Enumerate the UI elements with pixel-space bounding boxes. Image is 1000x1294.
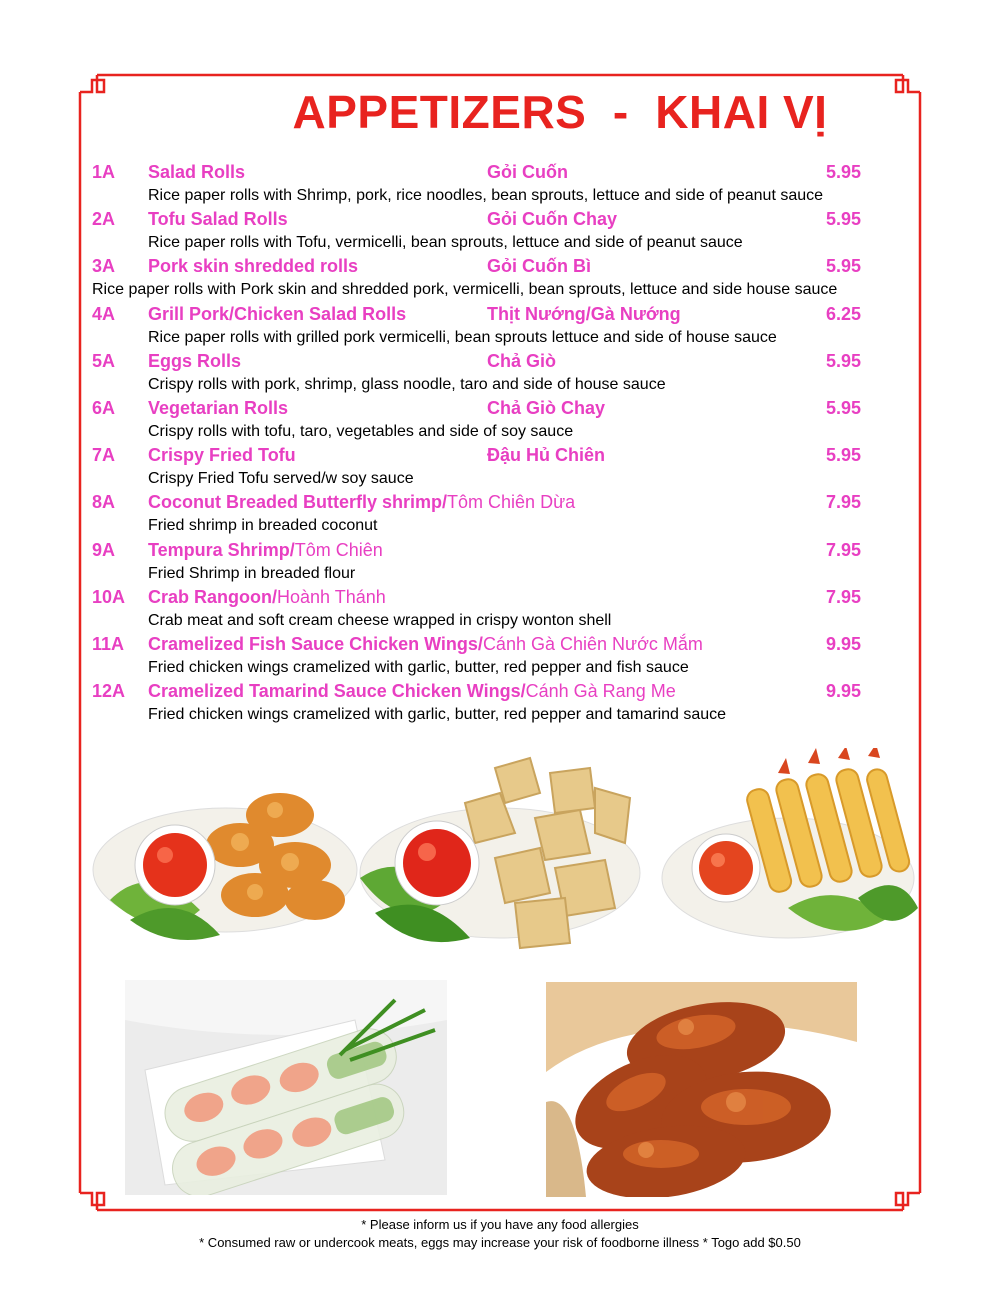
menu-item: [0, 209, 1000, 256]
menu-item: [0, 398, 1000, 445]
item-description: Fried Shrimp in breaded flour: [148, 564, 356, 582]
item-price: 5.95: [826, 209, 862, 230]
item-vietnamese-name: Chả Giò Chay: [487, 397, 606, 418]
menu-item: [0, 445, 1000, 492]
tempura-shrimp-photo: [658, 748, 920, 953]
item-name: Eggs Rolls: [148, 350, 242, 371]
item-name: [148, 492, 575, 513]
menu-item: [0, 256, 1000, 303]
item-number: 5A: [92, 350, 116, 371]
item-name: [148, 540, 383, 561]
foodborne-illness-notice: * Consumed raw or undercook meats, eggs may increase your risk of foodborne illness * Togo add $0.50: [199, 1235, 801, 1250]
salad-rolls-photo: [125, 980, 447, 1195]
item-number: 7A: [92, 445, 116, 466]
item-number: 11A: [92, 633, 125, 654]
item-vietnamese-name: Chả Giò: [487, 350, 557, 371]
item-number: 12A: [92, 681, 126, 702]
item-price: 5.95: [826, 397, 862, 418]
item-number: 8A: [92, 492, 116, 513]
item-name-english: Cramelized Tamarind Sauce Chicken Wings/: [148, 681, 526, 702]
item-price: 7.95: [826, 586, 862, 607]
appetizer-menu: [0, 162, 1000, 728]
item-number: 9A: [92, 539, 116, 560]
item-number: 10A: [92, 586, 126, 607]
menu-item: [0, 587, 1000, 634]
item-vietnamese-name: Thịt Nướng/Gà Nướng: [487, 303, 681, 324]
item-name-english: Tempura Shrimp/: [148, 539, 295, 560]
item-price: 5.95: [826, 256, 862, 277]
item-description: Fried chicken wings cramelized with garlic, butter, red pepper and fish sauce: [148, 658, 689, 676]
item-price: 5.95: [826, 162, 862, 182]
item-name-english: Cramelized Fish Sauce Chicken Wings/: [148, 633, 483, 654]
item-number: 6A: [92, 397, 116, 418]
item-name: Grill Pork/Chicken Salad Rolls: [148, 303, 407, 324]
item-vietnamese-name: Gỏi Cuốn Bì: [487, 256, 591, 277]
item-name: Crispy Fried Tofu: [148, 445, 296, 466]
item-vietnamese-name: Tôm Chiên Dừa: [447, 492, 576, 513]
item-number: 1A: [92, 162, 116, 182]
allergy-notice: * Please inform us if you have any food allergies: [361, 1217, 639, 1232]
chicken-wings-photo: [546, 982, 857, 1197]
item-description: Rice paper rolls with Pork skin and shredded pork, vermicelli, bean sprouts, lettuce and side house sauce: [92, 281, 838, 299]
item-price: 5.95: [826, 350, 862, 371]
item-number: 2A: [92, 209, 116, 230]
item-description: Crab meat and soft cream cheese wrapped in crispy wonton shell: [148, 611, 612, 629]
item-name: Tofu Salad Rolls: [148, 209, 288, 230]
item-name-english: Crab Rangoon/: [148, 586, 277, 607]
item-price: 5.95: [826, 445, 862, 466]
menu-item: [0, 634, 1000, 681]
item-name: Pork skin shredded rolls: [148, 256, 359, 277]
item-vietnamese-name: Gỏi Cuốn Chay: [487, 209, 617, 230]
page-title: APPETIZERS - KHAI VỊ: [292, 86, 828, 138]
item-price: 9.95: [826, 681, 862, 702]
item-price: 6.25: [826, 303, 862, 324]
item-description: Rice paper rolls with grilled pork vermicelli, bean sprouts lettuce and side of house sauce: [148, 328, 777, 346]
item-name: Salad Rolls: [148, 162, 246, 182]
item-vietnamese-name: Tôm Chiên: [294, 539, 383, 560]
item-vietnamese-name: Gỏi Cuốn: [487, 162, 568, 182]
item-description: Fried shrimp in breaded coconut: [148, 517, 378, 535]
item-price: 7.95: [826, 539, 862, 560]
item-name-english: Coconut Breaded Butterfly shrimp/: [148, 492, 448, 513]
crab-rangoon-photo: [355, 748, 645, 953]
menu-item: [0, 162, 1000, 209]
item-description: Crispy Fried Tofu served/w soy sauce: [148, 470, 414, 488]
menu-item: [0, 492, 1000, 539]
item-description: Rice paper rolls with Shrimp, pork, rice noodles, bean sprouts, lettuce and side of peanut sauce: [148, 187, 824, 204]
item-vietnamese-name: Cánh Gà Chiên Nước Mắm: [482, 633, 703, 654]
menu-item: [0, 540, 1000, 587]
item-name: [148, 587, 386, 608]
item-number: 3A: [92, 256, 116, 277]
item-price: 7.95: [826, 492, 862, 513]
item-description: Crispy rolls with tofu, taro, vegetables and side of soy sauce: [148, 422, 574, 440]
item-price: 9.95: [826, 633, 862, 654]
item-vietnamese-name: Hoành Thánh: [277, 586, 386, 607]
menu-item: [0, 681, 1000, 728]
item-description: Rice paper rolls with Tofu, vermicelli, bean sprouts, lettuce and side of peanut sauce: [148, 234, 743, 252]
item-description: Fried chicken wings cramelized with garlic, butter, red pepper and tamarind sauce: [148, 706, 727, 724]
item-name: Vegetarian Rolls: [148, 397, 289, 418]
item-name: [148, 681, 676, 702]
item-number: 4A: [92, 303, 116, 324]
item-description: Crispy rolls with pork, shrimp, glass noodle, taro and side of house sauce: [148, 375, 666, 393]
coconut-shrimp-photo: [90, 750, 360, 950]
item-vietnamese-name: Đậu Hủ Chiên: [487, 445, 606, 466]
item-vietnamese-name: Cánh Gà Rang Me: [525, 681, 676, 702]
menu-item: [0, 304, 1000, 351]
item-name: [148, 634, 703, 655]
menu-item: [0, 351, 1000, 398]
